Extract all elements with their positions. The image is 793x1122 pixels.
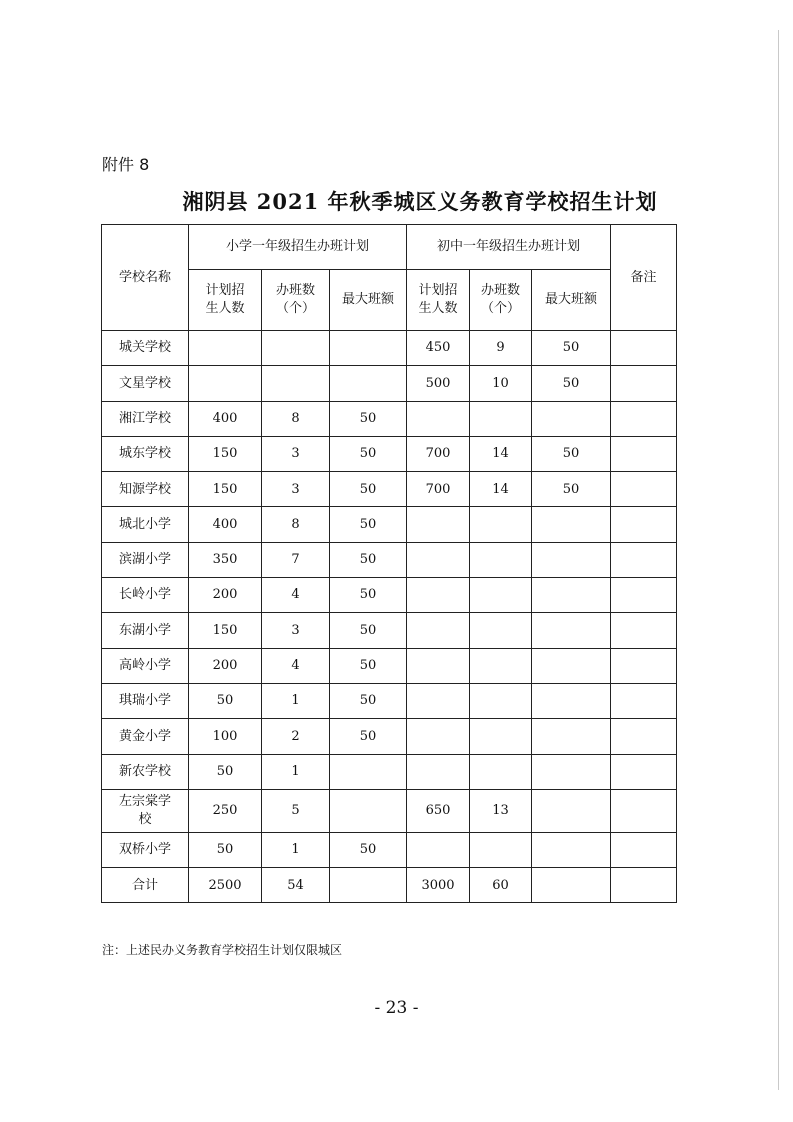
cell-primary-max-class-size: 50 [330,436,407,471]
cell-junior-plan-students [407,648,470,683]
cell-school-name: 新农学校 [102,754,189,789]
cell-junior-max-class-size: 50 [532,366,611,401]
cell-junior-plan-students: 650 [407,789,470,832]
cell-primary-plan-students [189,331,262,366]
cell-primary-classes: 4 [262,648,330,683]
cell-junior-classes: 14 [470,436,532,471]
table-row [102,719,677,754]
cell-primary-classes: 8 [262,507,330,542]
cell-primary-max-class-size: 50 [330,719,407,754]
header-row-groups [102,225,677,270]
cell-remark [611,683,677,718]
cell-school-name: 黄金小学 [102,719,189,754]
table-row [102,613,677,648]
attachment-label: 附件 8 [102,155,150,174]
cell-primary-classes [262,331,330,366]
cell-primary-plan-students: 100 [189,719,262,754]
footnote: 注：上述民办义务教育学校招生计划仅限城区 [102,943,343,957]
cell-primary-plan-students: 150 [189,436,262,471]
table-row [102,578,677,613]
cell-junior-max-class-size [532,683,611,718]
cell-junior-classes [470,754,532,789]
table-row [102,542,677,577]
table-row [102,789,677,832]
cell-remark [611,868,677,903]
cell-junior-classes [470,542,532,577]
cell-remark [611,613,677,648]
cell-junior-plan-students: 700 [407,472,470,507]
cell-primary-plan-students: 350 [189,542,262,577]
cell-primary-plan-students: 150 [189,472,262,507]
cell-school-name: 双桥小学 [102,832,189,867]
cell-primary-max-class-size: 50 [330,472,407,507]
cell-junior-max-class-size: 50 [532,331,611,366]
cell-primary-classes: 1 [262,832,330,867]
header-text: 计划招生人数 [418,283,458,316]
cell-primary-classes: 2 [262,719,330,754]
cell-remark [611,436,677,471]
cell-primary-classes: 1 [262,754,330,789]
page-title: 湘阴县 2021 年秋季城区义务教育学校招生计划 [182,189,658,214]
cell-remark [611,832,677,867]
cell-primary-max-class-size: 50 [330,832,407,867]
cell-junior-plan-students [407,719,470,754]
cell-primary-classes: 3 [262,613,330,648]
cell-primary-max-class-size [330,366,407,401]
cell-school-name: 东湖小学 [102,613,189,648]
cell-junior-max-class-size [532,832,611,867]
cell-junior-classes [470,507,532,542]
cell-junior-classes [470,683,532,718]
cell-remark [611,754,677,789]
header-primary-classes [262,270,330,331]
cell-junior-max-class-size [532,719,611,754]
cell-junior-plan-students [407,507,470,542]
cell-junior-classes [470,648,532,683]
cell-primary-classes: 3 [262,436,330,471]
cell-school-name: 文星学校 [102,366,189,401]
cell-remark [611,507,677,542]
cell-school-name: 高岭小学 [102,648,189,683]
cell-remark [611,789,677,832]
cell-primary-max-class-size [330,331,407,366]
cell-school-name: 滨湖小学 [102,542,189,577]
cell-remark [611,578,677,613]
cell-junior-classes: 14 [470,472,532,507]
cell-junior-plan-students [407,832,470,867]
scan-edge-line [778,30,779,1090]
cell-school-name: 城关学校 [102,331,189,366]
table-row [102,868,677,903]
cell-primary-plan-students: 250 [189,789,262,832]
cell-primary-plan-students: 200 [189,648,262,683]
cell-junior-max-class-size [532,789,611,832]
table-row [102,401,677,436]
cell-remark [611,542,677,577]
cell-primary-max-class-size [330,754,407,789]
cell-primary-max-class-size: 50 [330,578,407,613]
cell-primary-plan-students: 50 [189,832,262,867]
cell-junior-max-class-size [532,507,611,542]
cell-junior-plan-students [407,683,470,718]
cell-school-name: 城东学校 [102,436,189,471]
header-junior-plan-students [407,270,470,331]
cell-primary-classes: 8 [262,401,330,436]
cell-primary-plan-students: 50 [189,683,262,718]
cell-junior-plan-students [407,613,470,648]
table-row [102,331,677,366]
cell-primary-max-class-size: 50 [330,648,407,683]
cell-junior-max-class-size [532,613,611,648]
table-row [102,472,677,507]
cell-primary-classes: 3 [262,472,330,507]
cell-primary-classes: 5 [262,789,330,832]
cell-junior-plan-students [407,754,470,789]
cell-school-name: 左宗棠学校 [102,789,189,832]
enrollment-plan-table [101,224,677,903]
cell-school-name: 合计 [102,868,189,903]
cell-junior-max-class-size: 50 [532,436,611,471]
cell-junior-plan-students [407,401,470,436]
cell-junior-max-class-size [532,754,611,789]
header-primary-group: 小学一年级招生办班计划 [189,225,407,270]
cell-school-name: 湘江学校 [102,401,189,436]
cell-remark [611,719,677,754]
cell-primary-plan-students: 400 [189,507,262,542]
table-row [102,507,677,542]
table-row [102,366,677,401]
cell-primary-classes: 7 [262,542,330,577]
page-number: - 23 - [374,998,419,1018]
cell-primary-max-class-size: 50 [330,683,407,718]
cell-primary-plan-students: 400 [189,401,262,436]
table-row [102,436,677,471]
cell-junior-classes [470,613,532,648]
cell-primary-plan-students: 150 [189,613,262,648]
cell-school-name: 琪瑞小学 [102,683,189,718]
header-text: 计划招生人数 [205,283,245,316]
cell-primary-max-class-size: 50 [330,613,407,648]
header-text: 办班数（个） [481,283,521,316]
cell-junior-max-class-size [532,578,611,613]
cell-junior-plan-students [407,578,470,613]
cell-primary-max-class-size [330,868,407,903]
cell-primary-classes: 54 [262,868,330,903]
table-row [102,683,677,718]
cell-remark [611,401,677,436]
cell-primary-classes: 4 [262,578,330,613]
cell-primary-plan-students: 2500 [189,868,262,903]
cell-junior-classes: 9 [470,331,532,366]
cell-junior-plan-students [407,542,470,577]
cell-junior-classes [470,719,532,754]
cell-junior-plan-students: 500 [407,366,470,401]
header-remarks: 备注 [611,225,677,331]
header-primary-max-class-size: 最大班额 [330,270,407,331]
cell-school-name: 城北小学 [102,507,189,542]
cell-junior-classes: 13 [470,789,532,832]
cell-junior-plan-students: 700 [407,436,470,471]
cell-junior-max-class-size [532,401,611,436]
cell-remark [611,366,677,401]
cell-primary-plan-students: 200 [189,578,262,613]
cell-primary-max-class-size [330,789,407,832]
cell-primary-max-class-size: 50 [330,507,407,542]
cell-junior-max-class-size [532,648,611,683]
table-row [102,832,677,867]
cell-remark [611,648,677,683]
cell-primary-classes [262,366,330,401]
cell-junior-max-class-size: 50 [532,472,611,507]
cell-junior-classes [470,578,532,613]
cell-primary-max-class-size: 50 [330,401,407,436]
header-row-columns [102,270,677,331]
cell-school-name: 知源学校 [102,472,189,507]
cell-remark [611,472,677,507]
cell-school-name: 长岭小学 [102,578,189,613]
cell-junior-max-class-size [532,868,611,903]
cell-primary-max-class-size: 50 [330,542,407,577]
cell-junior-classes [470,832,532,867]
cell-junior-plan-students: 3000 [407,868,470,903]
cell-primary-plan-students [189,366,262,401]
header-primary-plan-students [189,270,262,331]
cell-junior-plan-students: 450 [407,331,470,366]
cell-junior-classes [470,401,532,436]
cell-primary-classes: 1 [262,683,330,718]
header-junior-max-class-size: 最大班额 [532,270,611,331]
cell-primary-plan-students: 50 [189,754,262,789]
cell-junior-max-class-size [532,542,611,577]
cell-remark [611,331,677,366]
header-text: 办班数（个） [275,283,315,316]
cell-junior-classes: 10 [470,366,532,401]
header-junior-classes [470,270,532,331]
header-school-name: 学校名称 [102,225,189,331]
table-row [102,648,677,683]
cell-junior-classes: 60 [470,868,532,903]
table-row [102,754,677,789]
header-junior-group: 初中一年级招生办班计划 [407,225,611,270]
